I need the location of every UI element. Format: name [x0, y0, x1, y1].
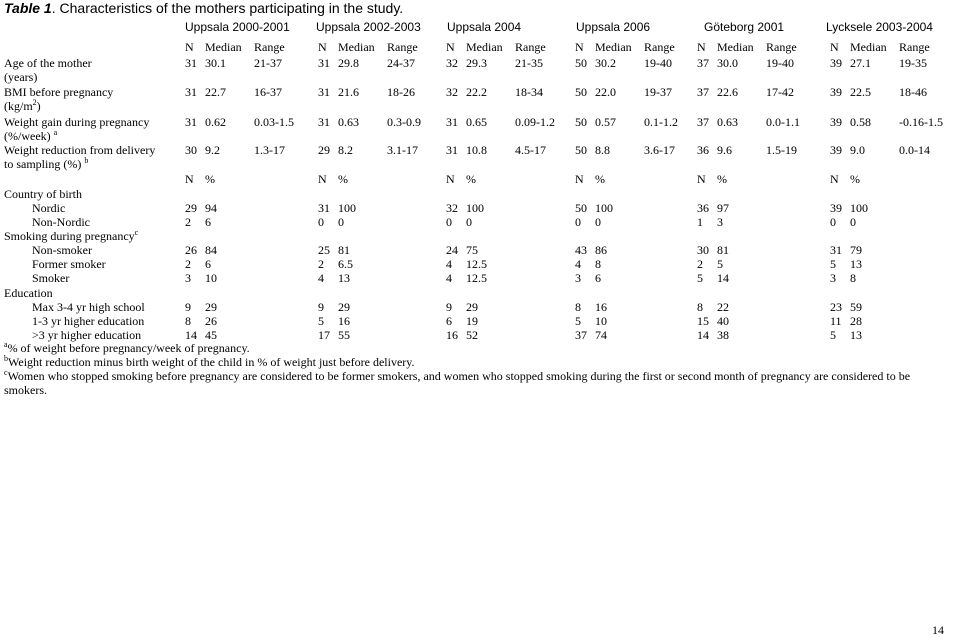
table-cell: 8 [850, 271, 856, 285]
group-header: Göteborg 2001 [704, 20, 785, 34]
row-label-text: (years) [4, 70, 38, 84]
table-label: Table 1 [4, 0, 52, 16]
table-cell: 13 [850, 257, 862, 271]
table-cell: 17 [318, 328, 330, 342]
table-cell: 12.5 [466, 271, 487, 285]
column-header: % [595, 172, 605, 186]
section-heading [4, 286, 53, 300]
table-cell: 1.3-17 [254, 143, 285, 157]
table-cell: 3 [185, 271, 191, 285]
table-cell: 39 [830, 85, 842, 99]
row-label-cont [4, 129, 57, 143]
row-label-text: 1-3 yr higher education [32, 314, 145, 328]
row-label-text: Smoking during pregnancy [4, 229, 135, 243]
table-cell: 4 [446, 271, 452, 285]
row-label-text: Former smoker [32, 257, 106, 271]
table-cell: 81 [717, 243, 729, 257]
table-cell: 86 [595, 243, 607, 257]
footnote [4, 341, 954, 355]
column-header: % [338, 172, 348, 186]
table-cell: 19-35 [899, 56, 927, 70]
table-cell: 19-40 [644, 56, 672, 70]
row-label [32, 271, 69, 285]
table-cell: 10.8 [466, 143, 487, 157]
table-cell: 22.6 [717, 85, 738, 99]
group-header: Lycksele 2003-2004 [826, 20, 933, 34]
table-cell: 50 [575, 143, 587, 157]
table-cell: 2 [185, 257, 191, 271]
row-label [32, 201, 65, 215]
table-cell: 29.3 [466, 56, 487, 70]
table-cell: 0.3-0.9 [387, 115, 421, 129]
table-cell: 6 [446, 314, 452, 328]
table-cell: 0 [595, 215, 601, 229]
superscript: 2 [32, 98, 37, 107]
table-cell: 32 [446, 56, 458, 70]
column-header: Median [595, 40, 632, 54]
table-cell: 37 [697, 56, 709, 70]
table-cell: 84 [205, 243, 217, 257]
row-label-text: to sampling (%) [4, 157, 82, 171]
table-cell: 15 [697, 314, 709, 328]
column-header: Range [766, 40, 797, 54]
table-cell: 31 [185, 56, 197, 70]
table-cell: 100 [338, 201, 356, 215]
table-cell: 0 [850, 215, 856, 229]
footnote [4, 369, 954, 397]
table-cell: 30 [185, 143, 197, 157]
table-cell: 29 [185, 201, 197, 215]
table-cell: 100 [850, 201, 868, 215]
footnote-marker: c [134, 228, 139, 237]
table-cell: 38 [717, 328, 729, 342]
row-label: Age of the mother [4, 56, 92, 70]
table-cell: 37 [697, 115, 709, 129]
table-cell: 31 [185, 85, 197, 99]
table-cell: 3 [830, 271, 836, 285]
table-cell: 0.63 [717, 115, 738, 129]
table-cell: 29 [318, 143, 330, 157]
column-header: N [830, 172, 839, 186]
table-cell: 81 [338, 243, 350, 257]
row-label: Weight reduction from delivery [4, 143, 156, 157]
table-cell: 6 [205, 257, 211, 271]
table-cell: 0.63 [338, 115, 359, 129]
footnote-marker: b [84, 156, 89, 165]
table-cell: 26 [205, 314, 217, 328]
page-number: 14 [932, 623, 944, 637]
table-cell: 43 [575, 243, 587, 257]
table-cell: 8 [697, 300, 703, 314]
table-cell: 4 [446, 257, 452, 271]
table-cell: 22 [717, 300, 729, 314]
table-cell: 6 [595, 271, 601, 285]
table-cell: 29 [205, 300, 217, 314]
table-cell: 50 [575, 85, 587, 99]
column-header: Range [899, 40, 930, 54]
table-cell: 8 [575, 300, 581, 314]
table-cell: 5 [830, 257, 836, 271]
table-cell: 5 [575, 314, 581, 328]
table-cell: 32 [446, 201, 458, 215]
column-header: N [830, 40, 839, 54]
group-header: Uppsala 2000-2001 [185, 20, 290, 34]
column-header: N [318, 40, 327, 54]
row-label [32, 314, 144, 328]
table-cell: 25 [318, 243, 330, 257]
column-header: % [717, 172, 727, 186]
column-header: N [446, 172, 455, 186]
column-header: Median [466, 40, 503, 54]
table-cell: 74 [595, 328, 607, 342]
table-cell: 18-34 [515, 85, 543, 99]
table-cell: 0 [830, 215, 836, 229]
table-cell: 16-37 [254, 85, 282, 99]
group-header: Uppsala 2006 [576, 20, 651, 34]
table-cell: 19-40 [766, 56, 794, 70]
column-header: N [185, 172, 194, 186]
row-label-cont [4, 157, 88, 171]
table-cell: 9 [185, 300, 191, 314]
table-cell: 31 [318, 115, 330, 129]
table-cell: 0 [338, 215, 344, 229]
table-cell: 22.2 [466, 85, 487, 99]
table-cell: 14 [717, 271, 729, 285]
row-label [32, 215, 90, 229]
footnote-marker: b [4, 354, 8, 363]
table-cell: 39 [830, 201, 842, 215]
table-cell: 1 [697, 215, 703, 229]
row-label-text: (%/week) [4, 129, 51, 143]
table-cell: 4 [318, 271, 324, 285]
table-cell: 0.09-1.2 [515, 115, 555, 129]
table-cell: 23 [830, 300, 842, 314]
table-cell: 30.0 [717, 56, 738, 70]
table-cell: 2 [697, 257, 703, 271]
table-cell: 39 [830, 56, 842, 70]
column-header: Median [717, 40, 754, 54]
table-cell: 18-46 [899, 85, 927, 99]
table-cell: 5 [697, 271, 703, 285]
table-title [4, 0, 403, 16]
table-cell: 36 [697, 143, 709, 157]
row-label: Weight gain during pregnancy [4, 115, 150, 129]
column-header: Range [515, 40, 546, 54]
table-cell: 31 [185, 115, 197, 129]
table-cell: 31 [446, 115, 458, 129]
footnote-text: Women who stopped smoking before pregnancy are considered to be former smokers, and women who stopped smoking during the first or second month of pregnancy are considered to be smokers. [4, 369, 911, 397]
table-cell: 22.0 [595, 85, 616, 99]
row-label-text: Max 3-4 yr high school [32, 300, 145, 314]
section-heading [4, 229, 138, 243]
table-cell: 22.5 [850, 85, 871, 99]
table-cell: 31 [318, 85, 330, 99]
table-cell: 8 [185, 314, 191, 328]
table-cell: 0 [575, 215, 581, 229]
table-cell: 2 [318, 257, 324, 271]
table-cell: 3.6-17 [644, 143, 675, 157]
table-cell: 16 [338, 314, 350, 328]
column-header: N [575, 172, 584, 186]
table-cell: 31 [318, 56, 330, 70]
row-label [32, 300, 145, 314]
column-header: % [205, 172, 215, 186]
table-cell: 2 [185, 215, 191, 229]
table-cell: 0.58 [850, 115, 871, 129]
table-cell: 5 [717, 257, 723, 271]
table-cell: 0 [466, 215, 472, 229]
row-label-text: (kg/m [4, 99, 33, 113]
table-cell: 0.1-1.2 [644, 115, 678, 129]
column-header: N [697, 40, 706, 54]
group-header: Uppsala 2002-2003 [316, 20, 421, 34]
table-cell: 29 [338, 300, 350, 314]
table-cell: 55 [338, 328, 350, 342]
table-cell: 32 [446, 85, 458, 99]
table-cell: 0.03-1.5 [254, 115, 294, 129]
table-cell: 97 [717, 201, 729, 215]
table-cell: 4.5-17 [515, 143, 546, 157]
table-cell: 9 [446, 300, 452, 314]
table-cell: 13 [850, 328, 862, 342]
table-cell: 24 [446, 243, 458, 257]
table-cell: 29.8 [338, 56, 359, 70]
table-cell: 3.1-17 [387, 143, 418, 157]
footnote [4, 355, 954, 369]
table-cell: 4 [575, 257, 581, 271]
table-cell: 6.5 [338, 257, 353, 271]
table-cell: 16 [446, 328, 458, 342]
table-cell: 9.6 [717, 143, 732, 157]
column-header: Median [338, 40, 375, 54]
footnote-marker: c [4, 368, 8, 377]
row-label-text: Education [4, 286, 53, 300]
table-cell: 19 [466, 314, 478, 328]
table-cell: 50 [575, 115, 587, 129]
table-cell: 11 [830, 314, 842, 328]
table-cell: 21.6 [338, 85, 359, 99]
table-cell: 36 [697, 201, 709, 215]
table-caption: . Characteristics of the mothers participating in the study. [51, 0, 404, 16]
table-cell: 0.62 [205, 115, 226, 129]
table-cell: 18-26 [387, 85, 415, 99]
column-header: N [446, 40, 455, 54]
table-cell: 0.65 [466, 115, 487, 129]
row-label-text: >3 yr higher education [32, 328, 142, 342]
footnote-marker: a [4, 340, 8, 349]
table-cell: 8.2 [338, 143, 353, 157]
table-cell: 9.0 [850, 143, 865, 157]
column-header: N [318, 172, 327, 186]
table-cell: 8 [595, 257, 601, 271]
table-cell: 0 [318, 215, 324, 229]
table-cell: -0.16-1.5 [899, 115, 943, 129]
table-cell: 27.1 [850, 56, 871, 70]
column-header: Median [850, 40, 887, 54]
table-cell: 8.8 [595, 143, 610, 157]
section-heading [4, 187, 82, 201]
table-cell: 28 [850, 314, 862, 328]
table-cell: 52 [466, 328, 478, 342]
column-header: Range [644, 40, 675, 54]
table-cell: 17-42 [766, 85, 794, 99]
footnote-text: Weight reduction minus birth weight of the child in % of weight just before delivery. [8, 355, 415, 369]
table-cell: 19-37 [644, 85, 672, 99]
table-cell: 3 [717, 215, 723, 229]
row-label-text: Nordic [32, 201, 66, 215]
row-label [32, 257, 106, 271]
table-cell: 0.0-14 [899, 143, 930, 157]
row-label [32, 328, 141, 342]
table-cell: 75 [466, 243, 478, 257]
column-header: N [697, 172, 706, 186]
table-cell: 21-35 [515, 56, 543, 70]
table-cell: 0 [446, 215, 452, 229]
row-label-cont [4, 99, 41, 113]
table-cell: 39 [830, 143, 842, 157]
column-header: N [185, 40, 194, 54]
column-header: Range [387, 40, 418, 54]
table-cell: 6 [205, 215, 211, 229]
table-cell: 14 [697, 328, 709, 342]
row-label-cont [4, 70, 37, 84]
table-cell: 30.1 [205, 56, 226, 70]
table-cell: 26 [185, 243, 197, 257]
table-cell: 31 [318, 201, 330, 215]
table-cell: 29 [466, 300, 478, 314]
table-cell: 9 [318, 300, 324, 314]
column-header: % [466, 172, 476, 186]
column-header: Range [254, 40, 285, 54]
row-label-end: ) [36, 99, 41, 113]
table-cell: 10 [205, 271, 217, 285]
table-cell: 50 [575, 201, 587, 215]
row-label-text: Smoker [32, 271, 70, 285]
row-label: BMI before pregnancy [4, 85, 114, 99]
table-cell: 10 [595, 314, 607, 328]
table-cell: 14 [185, 328, 197, 342]
column-header: N [575, 40, 584, 54]
row-label [32, 243, 92, 257]
table-cell: 37 [697, 85, 709, 99]
table-cell: 94 [205, 201, 217, 215]
table-cell: 31 [446, 143, 458, 157]
column-header: Median [205, 40, 242, 54]
table-cell: 37 [575, 328, 587, 342]
table-cell: 12.5 [466, 257, 487, 271]
table-cell: 31 [830, 243, 842, 257]
table-cell: 9.2 [205, 143, 220, 157]
group-header: Uppsala 2004 [447, 20, 522, 34]
table-cell: 59 [850, 300, 862, 314]
table-cell: 1.5-19 [766, 143, 797, 157]
table-cell: 50 [575, 56, 587, 70]
table-cell: 22.7 [205, 85, 226, 99]
table-cell: 79 [850, 243, 862, 257]
table-cell: 5 [830, 328, 836, 342]
row-label-text: Non-smoker [32, 243, 92, 257]
table-cell: 30 [697, 243, 709, 257]
column-header: % [850, 172, 860, 186]
footnote-text: % of weight before pregnancy/week of pregnancy. [7, 341, 250, 355]
table-cell: 0.0-1.1 [766, 115, 800, 129]
table-cell: 45 [205, 328, 217, 342]
table-cell: 13 [338, 271, 350, 285]
table-cell: 21-37 [254, 56, 282, 70]
row-label-text: Non-Nordic [32, 215, 90, 229]
table-cell: 5 [318, 314, 324, 328]
table-cell: 30.2 [595, 56, 616, 70]
table-cell: 100 [466, 201, 484, 215]
table-cell: 24-37 [387, 56, 415, 70]
row-label-text: Country of birth [4, 187, 82, 201]
table-cell: 0.57 [595, 115, 616, 129]
table-cell: 16 [595, 300, 607, 314]
table-cell: 100 [595, 201, 613, 215]
table-cell: 40 [717, 314, 729, 328]
footnote-marker: a [53, 128, 58, 137]
table-cell: 3 [575, 271, 581, 285]
table-cell: 39 [830, 115, 842, 129]
